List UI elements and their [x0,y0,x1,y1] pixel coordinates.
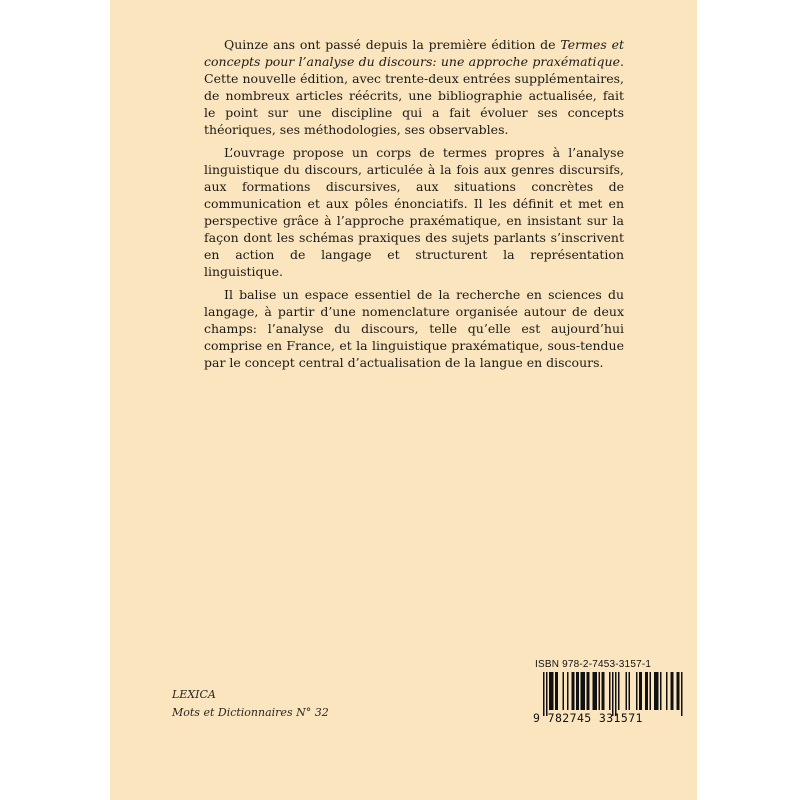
book-back-cover [110,0,697,800]
barcode-bar [543,672,545,716]
barcode-bar [594,672,596,710]
barcode-bar [660,672,662,710]
barcode-bar [681,672,683,716]
barcode-bar [567,672,569,710]
blurb-paragraph-3: Il balise un espace essentiel de la recherche en sciences du langage, à partir d’une nomenclature organisée autour de deux champs: l’analyse du discours, telle qu’elle est aujourd’hui comprise en France, et la linguistique praxématique, sous-tendue par le concept central d’actualisation de la langue en discours. [204,287,624,370]
barcode-digits: 9 782745 331571 [533,711,643,725]
barcode-bar [650,672,652,710]
barcode-bar [573,672,575,710]
barcode-bar [639,672,641,710]
barcode-bar [578,672,580,710]
book-title-italic: Termes et concepts pour l’analyse du discours: une approche praxématique [204,37,624,69]
barcode-bars [533,672,683,716]
barcode-bar [584,672,586,710]
barcode-bar [654,672,656,710]
blurb-p1-lead: Quinze ans ont passé depuis la première édition de [224,37,561,52]
barcode-bar [656,672,658,710]
barcode-bar [641,672,643,710]
barcode-bar [576,672,578,710]
barcode-bar [582,672,584,710]
barcode-bar [647,672,649,710]
series-name: LEXICA [172,688,216,701]
barcode-bar [612,672,614,716]
barcode-bar [599,672,601,710]
blurb-paragraph-1 [204,36,624,138]
barcode-bar [678,672,680,710]
back-cover-blurb [204,36,624,377]
barcode-bar [603,672,605,710]
barcode-bar [666,672,668,710]
isbn-barcode [533,659,683,741]
barcode-bar [581,672,583,710]
barcode-bar [636,672,638,710]
barcode-bar [551,672,553,710]
barcode-bar [672,672,674,710]
barcode-bar [557,672,559,710]
isbn-label: ISBN 978-2-7453-3157-1 [535,659,652,670]
blurb-p1-rest: . Cette nouvelle édition, avec trente-deux entrées supplémentaires, de nombreux articles réécrits, une bibliographie actualisée, fait le point sur une discipline qui a fait évoluer ses concepts théoriques, ses méthodologies, ses observables. [204,54,624,137]
barcode-bar [563,672,565,710]
barcode-bar [546,672,548,716]
barcode-bar [549,672,551,710]
barcode-bar [593,672,595,710]
barcode-bar [657,672,659,710]
barcode-bar [615,672,617,716]
barcode-bar [626,672,628,710]
barcode-bar [609,672,611,710]
barcode-bar [671,672,673,710]
barcode-bar [602,672,604,710]
barcode-bar [645,672,647,710]
blurb-paragraph-2: L’ouvrage propose un corps de termes propres à l’analyse linguistique du discours, articulée à la fois aux genres discursifs, aux formations discursives, aux situations concrètes de communication et aux pôles énonciatifs. Il les définit et met en perspective grâce à l’approche praxématique, en insistant sur la façon dont les schémas praxiques des sujets parlants s’inscrivent en action de langage et structurent la représentation linguistique. [204,145,624,279]
series-info [172,686,329,722]
barcode-bar [629,672,631,710]
barcode-bar [572,672,574,710]
barcode-bar [588,672,590,710]
series-collection: Mots et Dictionnaires N° 32 [172,706,329,719]
barcode-bar [618,672,620,710]
barcode-bar [587,672,589,710]
barcode-bar [596,672,598,710]
barcode-bar [555,672,557,710]
barcode-bar [677,672,679,710]
barcode-bar [552,672,554,710]
